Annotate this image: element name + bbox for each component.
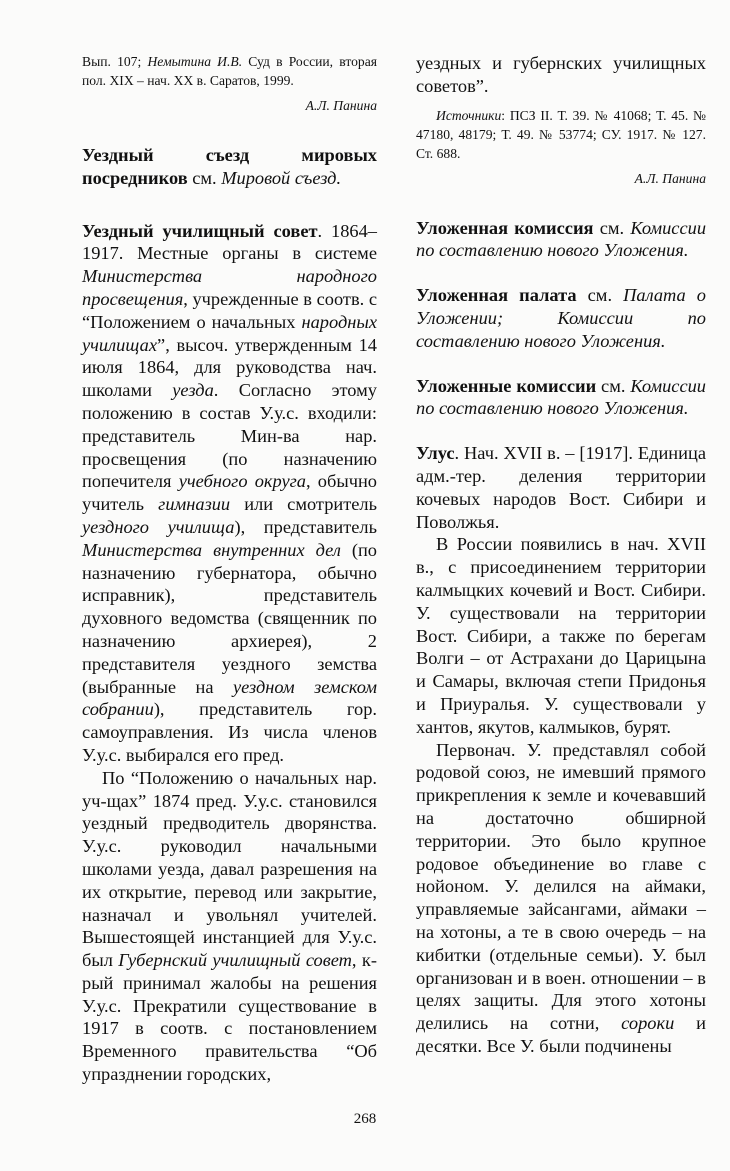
sources: Источники: ПСЗ II. Т. 39. № 41068; Т. 45. № 47180, 48179; Т. 49. № 53774; СУ. 1917. № 127. Ст. 688. xyxy=(416,107,706,161)
entry-term: Улус xyxy=(416,443,455,464)
entry-term: Уездный училищный совет xyxy=(82,220,318,241)
entry-continuation: уездных и губернских училищных советов”. xyxy=(416,53,706,96)
entry-ulozhennye-komissii: Уложенные комиссии см. Комиссии по составлению нового Уложения. xyxy=(416,375,706,419)
entry-term: Уложенная палата xyxy=(416,285,577,306)
entry-term: Уложенная комиссия xyxy=(416,217,594,238)
entry-ulozhennaya-komissiya: Уложенная комиссия см. Комиссии по составлению нового Уложения. xyxy=(416,217,707,261)
entry-paragraph: По “Положению о начальных нар. уч-щах” 1874 пред. У.у.с. становился уездный предводитель дворянства. У.у.с. руководил начальными школами уезда, давал разрешения на их открытие, перевод или закрытие, назначал и увольнял учителей. Вышестоящей инстанцией для У.у.с. был Губернский училищный совет, к-рый принимал жалобы на решения У.у.с. Прекратили существование в 1917 в соотв. с постановлением Временного правительства “Об упразднении городских, xyxy=(82,767,377,1085)
entry-paragraph: Первонач. У. представлял собой родовой союз, не имевший прямого прикрепления к земле и кочевавший на достаточно обширной территории. Это было крупное родовое объединение во главе с нойоном. У. делился на аймаки, управляемые зайсангами, аймаки – на хотоны, а те в свою очередь – на кибитки (отдельные семьи). У. был организован и в воен. отношении – в целях защиты. Для этого хотоны делились на сотни, сороки и десятки. Все У. были подчинены xyxy=(416,739,706,1056)
right-column xyxy=(416,52,706,1058)
entry-term: Уездный съезд мировых посредников xyxy=(82,145,377,188)
entry-ulozhennaya-palata: Уложенная палата см. Палата о Уложении; Комиссии по составлению нового Уложения. xyxy=(416,285,706,351)
author-signature: А.Л. Панина xyxy=(305,98,377,113)
entry-paragraph: В России появились в нач. XVII в., с присоединением территории калмыцких кочевий и Вост. Сибири. У. существовали на территории Вост. Сибири, а также по берегам Волги – от Астрахани до Царицына и Самары, включая степи Придонья и Приуралья. У. существовали у хантов, якутов, калмыков, бурят. xyxy=(416,534,706,737)
entry-term: Уложенные комиссии xyxy=(416,375,597,396)
author-signature: А.Л. Панина xyxy=(634,170,706,186)
entry-ulus: Улус. Нач. XVII в. – [1917]. Единица адм.-тер. деления территории кочевых народов Вост. Сибири и Поволжья. xyxy=(416,443,706,532)
entry-uezdny-sezd: Уездный съезд мировых посредников см. Мировой съезд. xyxy=(82,145,377,188)
bibliography-ref: Вып. 107; Немытина И.В. Суд в России, вторая пол. XIX – нач. XX в. Саратов, 1999. xyxy=(82,54,377,88)
page-number: 268 xyxy=(353,1111,377,1127)
entry-uezdny-uchilishchny-sovet: Уездный училищный совет. 1864–1917. Местные органы в системе Министерства народного просвещения, учрежденные в соотв. с “Положением о начальных народных училищах”, высоч. утвержденным 14 июля 1864, для руководства нач. школами уезда. Согласно этому положению в состав У.у.с. входили: представитель Мин-ва нар. просвещения (по назначению попечителя учебного округа, обычно учитель гимназии или смотритель уездного училища), представитель Министерства внутренних дел (по назначению губернатора, обычно исправник), представитель духовного ведомства (священник по назначению архиерея), 2 представителя уездного земства (выбранные на уездном земском собрании), представитель гор. самоуправления. Из числа членов У.у.с. выбирался его пред. xyxy=(82,220,378,765)
cross-reference: Комиссии по составлению нового Уложения. xyxy=(416,375,706,419)
cross-reference: Палата о Уложении; Комиссии по составлению нового Уложения. xyxy=(416,285,706,351)
cross-reference: Комиссии по составлению нового Уложения. xyxy=(416,217,707,261)
left-column xyxy=(82,52,377,1086)
cross-reference: Мировой съезд. xyxy=(221,167,342,188)
